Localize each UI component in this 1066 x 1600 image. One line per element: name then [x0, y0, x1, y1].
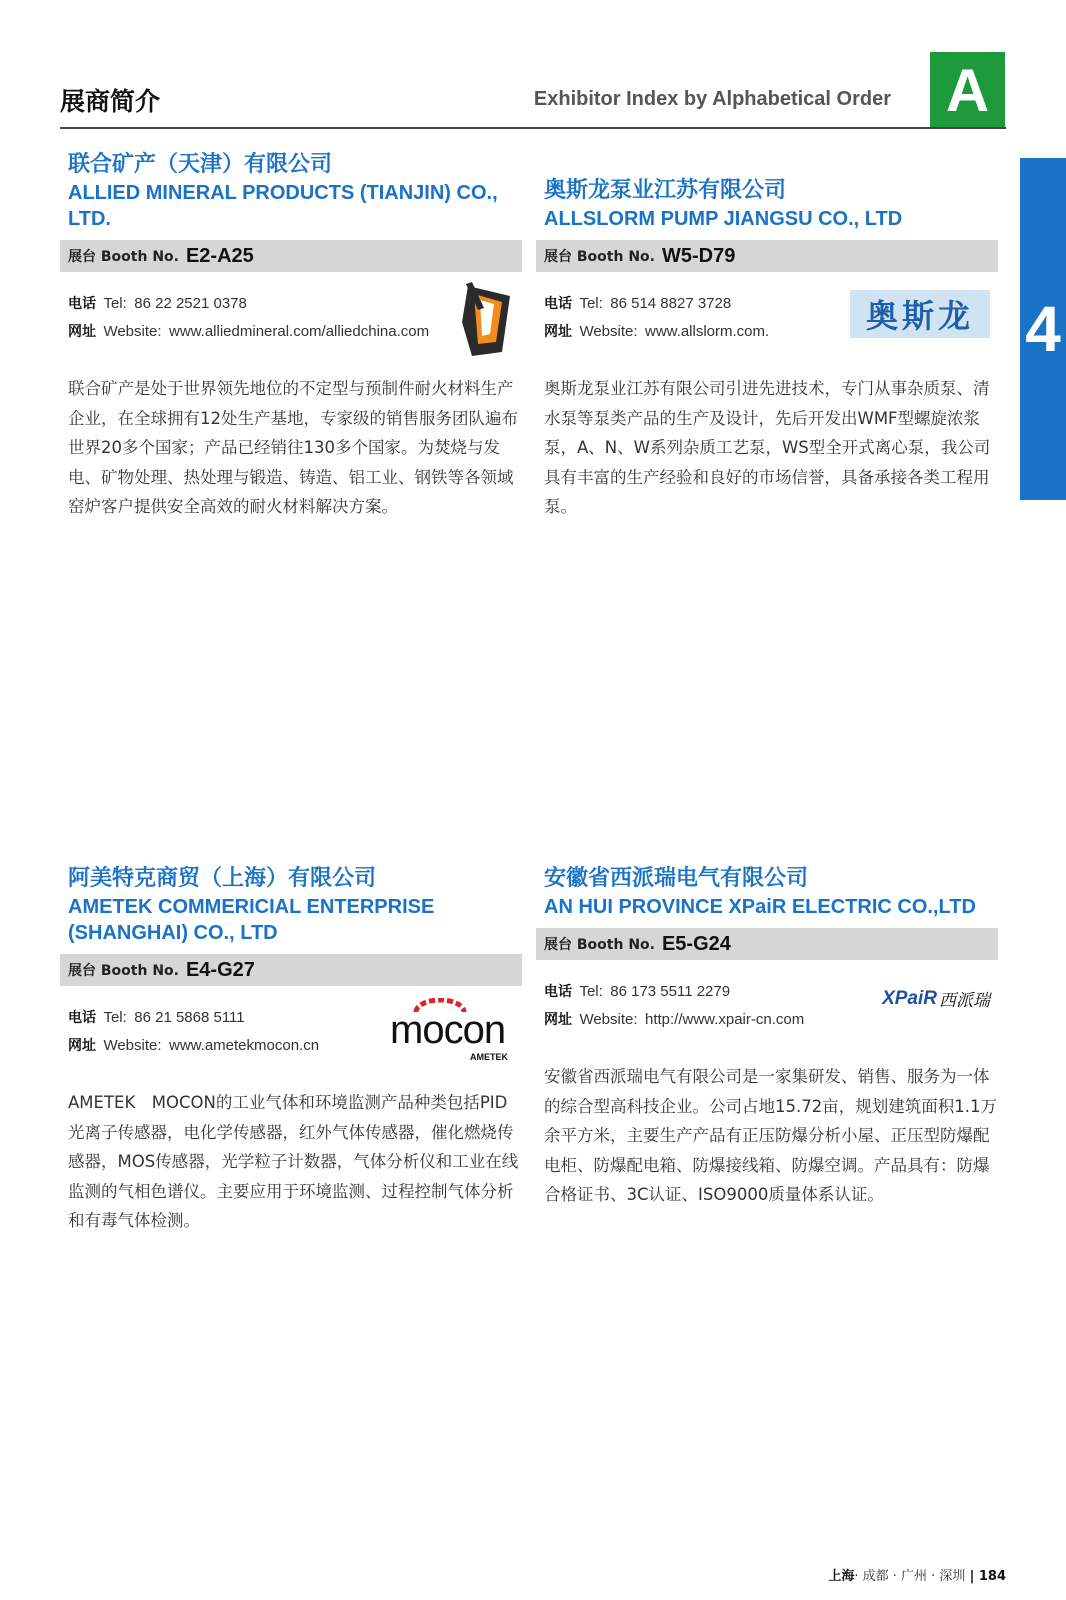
tel-value: 86 173 5511 2279 — [610, 983, 731, 1000]
website-label: 网址 — [544, 324, 572, 340]
contact-block — [536, 290, 998, 366]
company-name-en: ALLSLORM PUMP JIANGSU CO., LTD — [544, 208, 903, 230]
company-description: AMETEK MOCON的工业气体和环境监测产品种类包括PID光离子传感器，电化学传感器，红外气体传感器，催化燃烧传感器，MOS传感器，光学粒子计数器，气体分析仪和工业在线监测的气相色谱仪。主要应用于环境监测、过程控制气体分析和有毒气体检测。 — [68, 1093, 519, 1230]
tel-prefix: Tel: — [103, 295, 127, 312]
booth-number: W5-D79 — [661, 244, 736, 267]
tel-label: 电话 — [68, 296, 96, 312]
tel-value: 86 514 8827 3728 — [610, 295, 732, 312]
company-name-cn: 奥斯龙泵业江苏有限公司 — [544, 178, 787, 203]
contact-block — [60, 1004, 522, 1080]
tel-label: 电话 — [544, 296, 572, 312]
website-label: 网址 — [544, 1012, 572, 1028]
website-label: 网址 — [68, 1038, 96, 1054]
website-line — [68, 318, 522, 346]
website-link[interactable]: www.ametekmocon.cn — [169, 1037, 320, 1054]
website-prefix: Website: — [103, 1037, 162, 1054]
website-prefix: Website: — [579, 323, 638, 340]
allslorm-logo-text: 奥斯龙 — [865, 297, 974, 335]
booth-bar — [60, 240, 522, 272]
mocon-logo — [386, 998, 514, 1064]
tel-label: 电话 — [544, 984, 572, 1000]
footer-separator: | — [969, 1569, 979, 1584]
company-description: 联合矿产是处于世界领先地位的不定型与预制件耐火材料生产企业，在全球拥有12处生产基地，专家级的销售服务团队遍布世界20多个国家；产品已经销往130多个国家。为焚烧与发电、矿物处理、热处理与锻造、铸造、铝工业、钢铁等各领域窑炉客户提供安全高效的耐火材料解决方案。 — [68, 379, 518, 516]
booth-number: E4-G27 — [185, 958, 255, 981]
website-label: 网址 — [68, 324, 96, 340]
page-subtitle: Exhibitor Index by Alphabetical Order — [533, 88, 891, 110]
xpair-logo-text: XPaiR — [882, 987, 937, 1009]
page-title: 展商简介 — [60, 87, 161, 116]
booth-label: 展台 Booth No. — [68, 963, 179, 979]
company-name-cn: 安徽省西派瑞电气有限公司 — [544, 866, 809, 891]
footer-cities: · 成都 · 广州 · 深圳 — [854, 1569, 966, 1584]
company-name-en: AN HUI PROVINCE XPaiR ELECTRIC CO.,LTD — [544, 896, 976, 918]
booth-bar — [536, 240, 998, 272]
booth-label: 展台 Booth No. — [68, 249, 179, 265]
allied-mineral-logo — [458, 282, 514, 362]
footer-city-main: 上海 — [828, 1569, 855, 1584]
mocon-logo-text: mocon — [390, 1008, 506, 1052]
exhibitor-entry — [536, 176, 998, 522]
page-number: 184 — [978, 1569, 1006, 1584]
xpair-logo-text-cn: 西派瑞 — [939, 991, 990, 1011]
xpair-logo — [882, 986, 990, 1011]
exhibitor-entry — [536, 864, 998, 1210]
tel-line — [68, 290, 522, 318]
company-description: 奥斯龙泵业江苏有限公司引进先进技术，专门从事杂质泵、清水泵等泵类产品的生产及设计，先后开发出WMF型螺旋浓浆泵，A、N、W系列杂质工艺泵，WS型全开式离心泵，我公司具有丰富的生产经验和良好的市场信誉，具备承接各类工程用泵。 — [544, 379, 991, 516]
company-name-cn: 联合矿产（天津）有限公司 — [68, 152, 333, 177]
allslorm-logo — [850, 290, 990, 338]
booth-label: 展台 Booth No. — [544, 937, 655, 953]
chapter-tab: 4 — [1020, 158, 1066, 500]
website-prefix: Website: — [579, 1011, 638, 1028]
website-link[interactable]: http://www.xpair-cn.com — [645, 1011, 805, 1028]
tel-prefix: Tel: — [579, 295, 603, 312]
booth-number: E2-A25 — [185, 244, 254, 267]
booth-number: E5-G24 — [661, 932, 731, 955]
website-link[interactable]: www.alliedmineral.com/alliedchina.com — [169, 323, 430, 340]
mocon-logo-subtext: AMETEK — [470, 1052, 508, 1062]
header-divider — [60, 127, 1006, 129]
website-prefix: Website: — [103, 323, 162, 340]
company-description: 安徽省西派瑞电气有限公司是一家集研发、销售、服务为一体的综合型高科技企业。公司占地15.72亩，规划建筑面积1.1万余平方米，主要生产产品有正压防爆分析小屋、正压型防爆配电柜、防爆配电箱、防爆接线箱、防爆空调。产品具有：防爆合格证书、3C认证、ISO9000质量体系认证。 — [544, 1067, 997, 1204]
exhibitor-entry — [60, 864, 522, 1236]
exhibitor-entry — [60, 150, 522, 522]
tel-value: 86 21 5868 5111 — [134, 1009, 245, 1026]
booth-bar — [60, 954, 522, 986]
booth-label: 展台 Booth No. — [544, 249, 655, 265]
contact-block — [536, 978, 998, 1054]
company-name-en: ALLIED MINERAL PRODUCTS (TIANJIN) CO., LTD. — [68, 182, 498, 230]
company-name-cn: 阿美特克商贸（上海）有限公司 — [68, 866, 377, 891]
page-footer — [828, 1565, 1006, 1584]
letter-badge: A — [930, 52, 1005, 128]
booth-bar — [536, 928, 998, 960]
tel-prefix: Tel: — [579, 983, 603, 1000]
tel-prefix: Tel: — [103, 1009, 127, 1026]
company-name-en: AMETEK COMMERICIAL ENTERPRISE (SHANGHAI) CO., LTD — [68, 896, 435, 944]
tel-label: 电话 — [68, 1010, 96, 1026]
website-link[interactable]: www.allslorm.com. — [645, 323, 770, 340]
contact-block — [60, 290, 522, 366]
tel-value: 86 22 2521 0378 — [134, 295, 247, 312]
